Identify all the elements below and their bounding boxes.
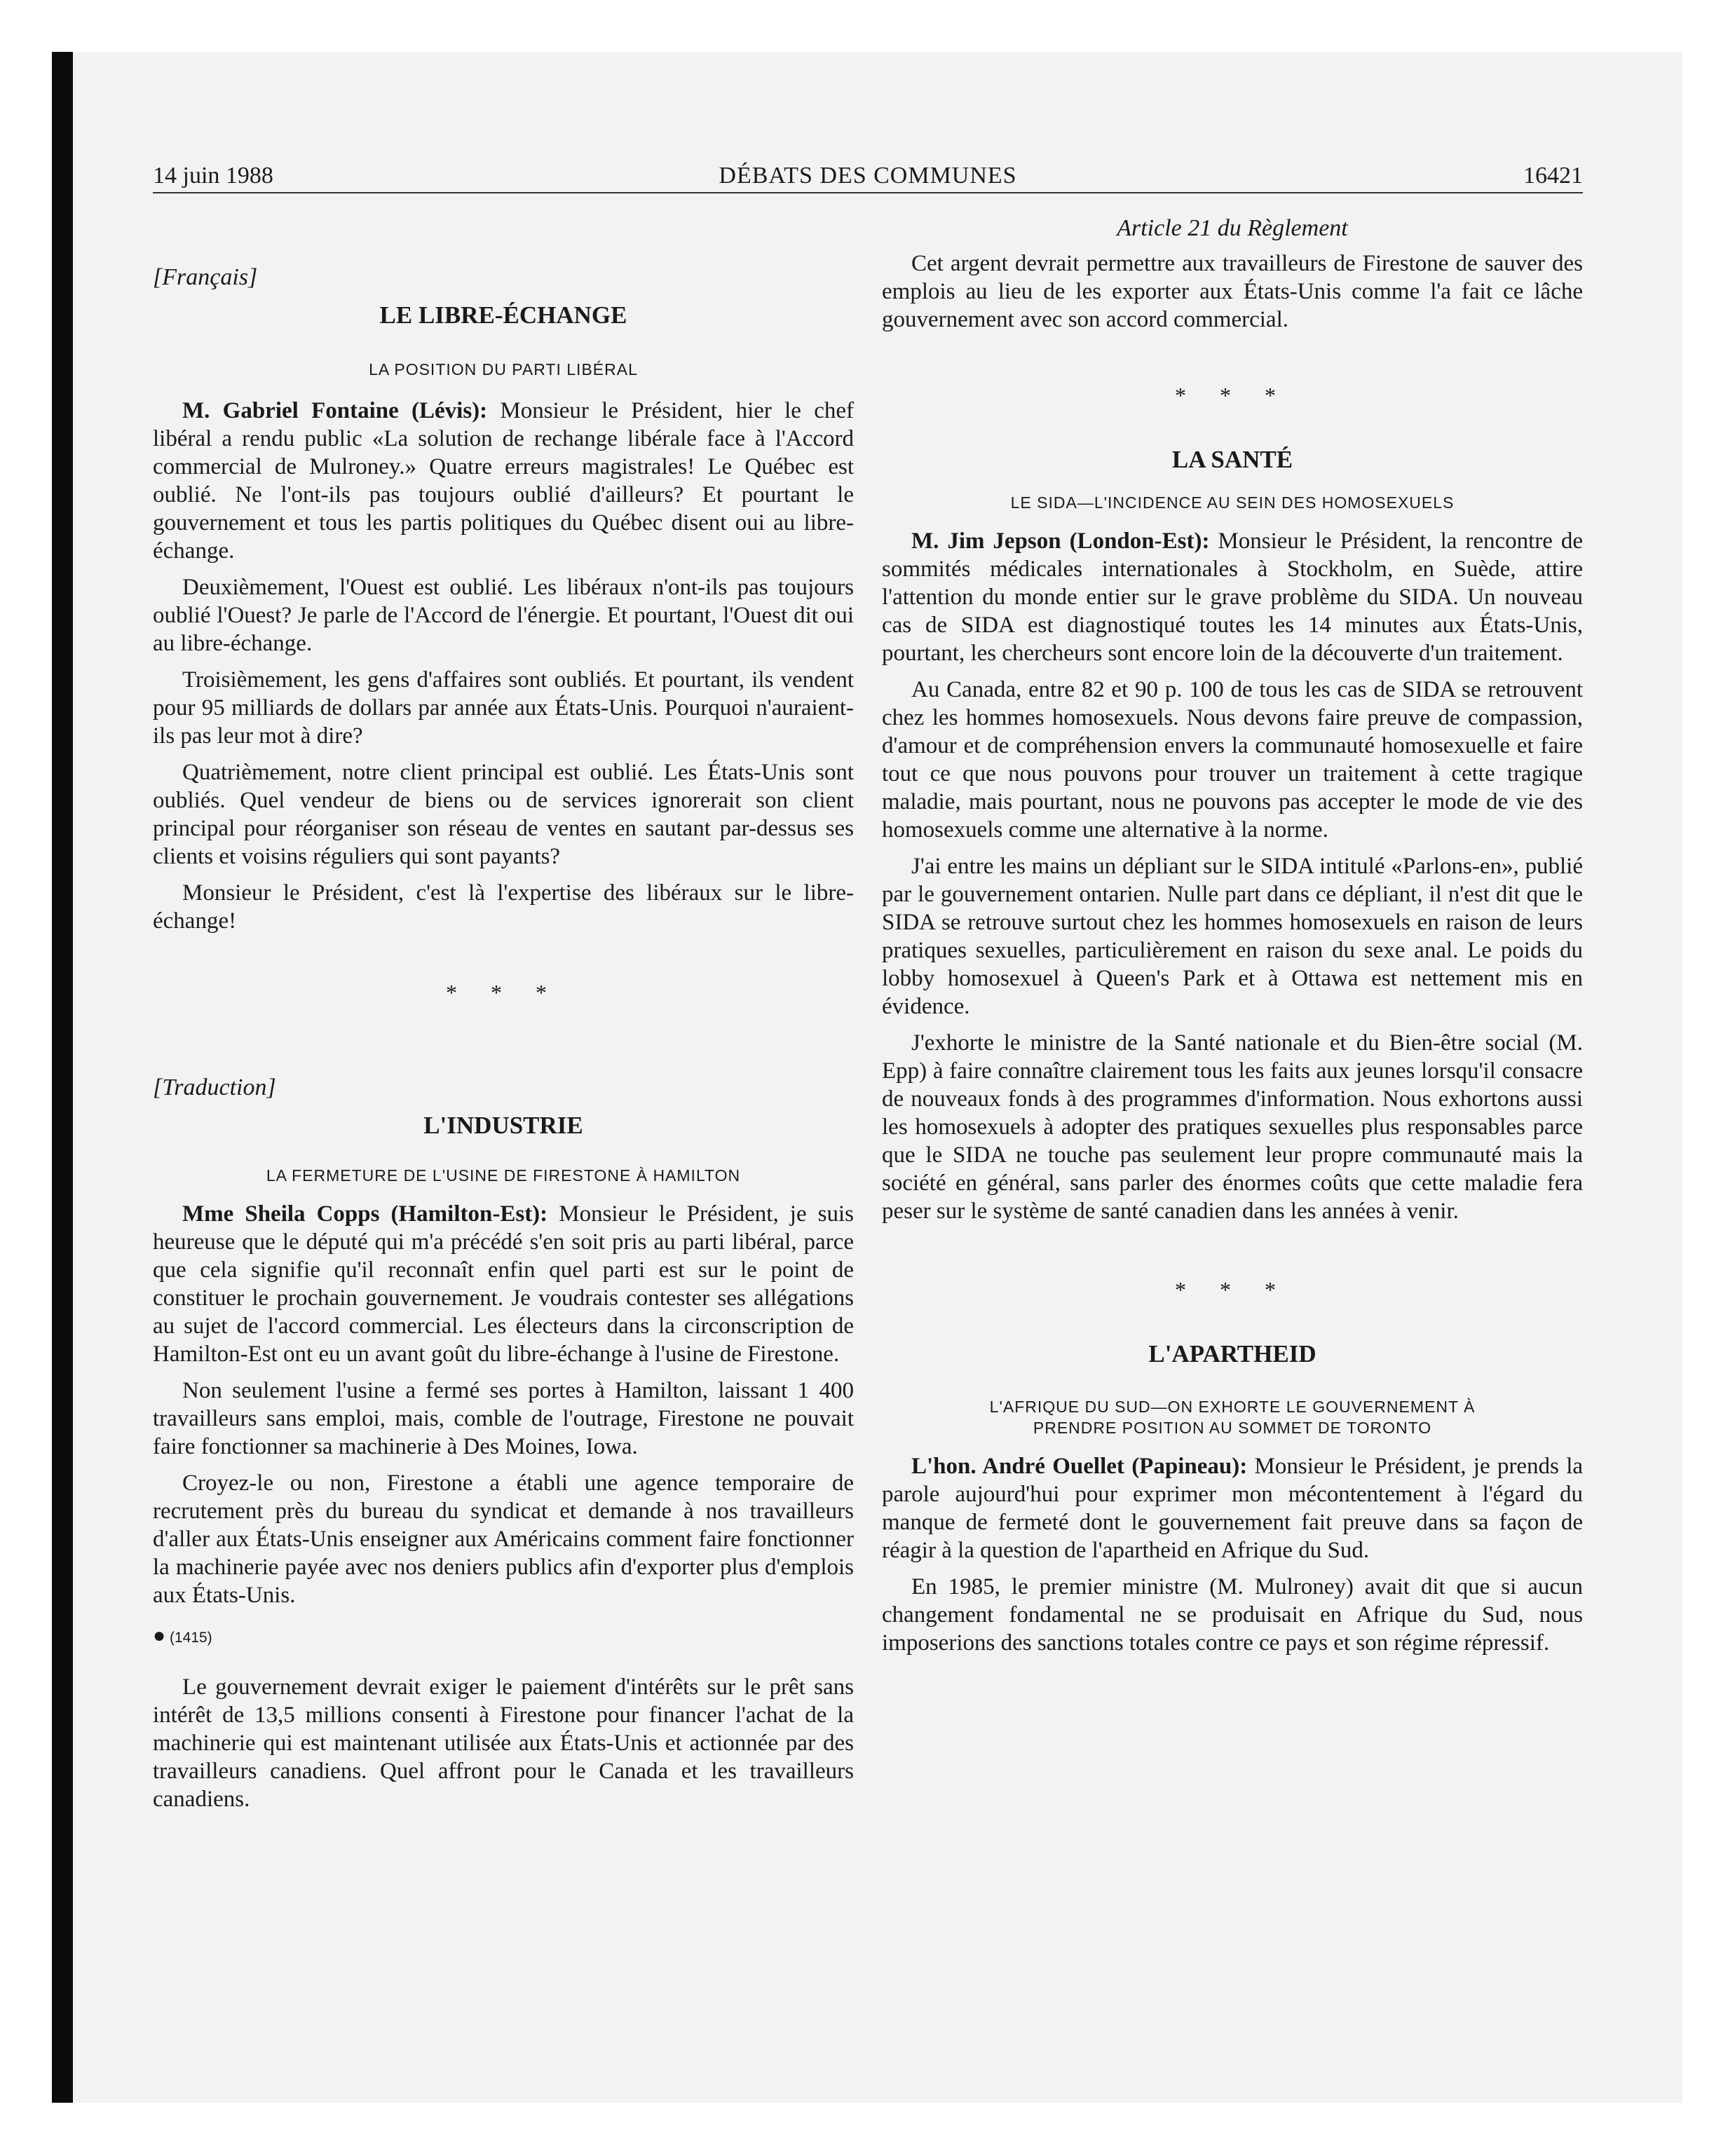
standing-order-caption: Article 21 du Règlement — [1117, 215, 1348, 241]
binding-edge — [52, 52, 73, 2103]
paragraph-jepson-2: Au Canada, entre 82 et 90 p. 100 de tous les cas de SIDA se retrouvent chez les hommes homosexuels. Nous devons faire preuve de compassion, d'amour et de compréhension envers la communauté homosexuelle et faire tout ce que nous pouvons pour trouver un traitement à cette tragique maladie, mais pourtant, nous ne pouvons pas accepter le mode de vie des homosexuels comme une alternative à la norme. — [882, 677, 1583, 842]
paragraph-ouellet-2: En 1985, le premier ministre (M. Mulroney) avait dit que si aucun changement fondamental ne se produisait en Afrique du Sud, nous imposerions des sanctions totales contre ce pays et son régime répressif. — [882, 1574, 1583, 1656]
speaker-fontaine: M. Gabriel Fontaine (Lévis): — [182, 398, 488, 423]
subheading-position-parti-liberal: LA POSITION DU PARTI LIBÉRAL — [369, 360, 638, 378]
subheading-firestone-hamilton: LA FERMETURE DE L'USINE DE FIRESTONE À HAMILTON — [266, 1166, 741, 1185]
bullet-icon: ● — [153, 1624, 166, 1647]
section-heading-apartheid: L'APARTHEID — [1148, 1340, 1316, 1367]
paragraph-fontaine-4: Quatrièmement, notre client principal est oublié. Les États-Unis sont oubliés. Quel vendeur de biens ou de services ignorerait son client principal pour réorganiser son réseau de ventes en sautant par-dessus ses clients et voisins réguliers qui sont payants? — [153, 760, 854, 869]
section-heading-sante: LA SANTÉ — [1171, 446, 1293, 473]
subheading-afrique-du-sud-line2: PRENDRE POSITION AU SOMMET DE TORONTO — [1033, 1419, 1432, 1437]
time-stamp — [153, 1622, 854, 1652]
paragraph-copps-5: Cet argent devrait permettre aux travailleurs de Firestone de sauver des emplois au lieu de les exporter aux États-Unis comme l'a fait ce lâche gouvernement avec son accord commercial. — [882, 251, 1583, 332]
paragraph-copps-2: Non seulement l'usine a fermé ses portes à Hamilton, laissant 1 400 travailleurs sans emploi, mais, comble de l'outrage, Firestone ne pouvait faire fonctionner sa machinerie à Des Moines, Iowa. — [153, 1378, 854, 1459]
paragraph-copps-1 — [153, 1200, 854, 1368]
subheading-afrique-du-sud-line1: L'AFRIQUE DU SUD—ON EXHORTE LE GOUVERNEMENT À — [989, 1398, 1476, 1416]
language-tag-traduction: [Traduction] — [153, 1074, 276, 1100]
paragraph-fontaine-3: Troisièmement, les gens d'affaires sont oubliés. Et pourtant, ils vendent pour 95 milliards de dollars par année aux États-Unis. Pourquoi n'auraient-ils pas leur mot à dire? — [153, 667, 854, 749]
speaker-copps: Mme Sheila Copps (Hamilton-Est): — [182, 1201, 548, 1227]
right-column — [882, 214, 1583, 1665]
section-heading-libre-echange: LE LIBRE-ÉCHANGE — [379, 301, 627, 329]
language-tag-francais: [Français] — [153, 264, 258, 290]
paragraph-fontaine-5: Monsieur le Président, c'est là l'expertise des libéraux sur le libre-échange! — [153, 880, 854, 934]
subheading-sida: LE SIDA—L'INCIDENCE AU SEIN DES HOMOSEXUELS — [1010, 493, 1455, 512]
section-separator: * * * — [1175, 383, 1290, 408]
paragraph-jepson-3: J'ai entre les mains un dépliant sur le SIDA intitulé «Parlons-en», publié par le gouvernement ontarien. Nulle part dans ce dépliant, il n'est dit que le SIDA se retrouve surtout chez les hommes homosexuels en raison de leurs pratiques sexuelles, particulièrement en raison du sexe anal. Le poids du lobby homosexuel à Queen's Park et à Ottawa est nettement mis en évidence. — [882, 854, 1583, 1019]
running-header — [153, 158, 1583, 193]
paragraph-text: Monsieur le Président, la rencontre de sommités médicales internationales à Stockholm, en Suède, attire l'attention du monde entier sur le grave problème du SIDA. Un nouveau cas de SIDA est diagnostiqué toutes les 14 minutes aux États-Unis, pourtant, les chercheurs sont encore loin de la découverte d'un traitement. — [882, 528, 1584, 666]
header-title: DÉBATS DES COMMUNES — [719, 163, 1017, 189]
paragraph-text: Monsieur le Président, hier le chef libéral a rendu public «La solution de rechange libérale face à l'Accord commercial de Mulroney.» Quatre erreurs magistrales! Le Québec est oublié. Ne l'ont-ils pas toujours oublié d'ailleurs? Et pourtant le gouvernement et tous les partis politiques du Québec disent oui au libre-échange. — [153, 398, 854, 564]
left-column — [153, 214, 854, 1822]
paragraph-text: Monsieur le Président, je prends la parole aujourd'hui pour exprimer mon mécontentement à l'égard du manque de fermeté dont le gouvernement fait preuve dans sa façon de réagir à la question de l'apartheid en Afrique du Sud. — [882, 1454, 1584, 1563]
paragraph-fontaine-1 — [153, 397, 854, 565]
speaker-jepson: M. Jim Jepson (London-Est): — [911, 528, 1210, 554]
page-number: 16421 — [1523, 163, 1583, 189]
paragraph-copps-3: Croyez-le ou non, Firestone a établi une agence temporaire de recrutement près du bureau du syndicat et demande à nos travailleurs d'aller aux États-Unis enseigner aux Américains comment faire fonctionner la machinerie payée avec nos deniers publics afin d'exporter plus d'emplois aux États-Unis. — [153, 1471, 854, 1608]
paragraph-jepson-1 — [882, 527, 1583, 667]
section-separator: * * * — [1175, 1277, 1290, 1302]
time-stamp-value: (1415) — [169, 1630, 212, 1646]
speaker-ouellet: L'hon. André Ouellet (Papineau): — [911, 1454, 1248, 1479]
section-heading-industrie: L'INDUSTRIE — [423, 1112, 583, 1139]
header-date: 14 juin 1988 — [153, 163, 273, 189]
paragraph-fontaine-2: Deuxièmement, l'Ouest est oublié. Les libéraux n'ont-ils pas toujours oublié l'Ouest? Je parle de l'Accord de l'énergie. Et pourtant, l'Ouest dit oui au libre-échange. — [153, 575, 854, 656]
paragraph-ouellet-1 — [882, 1452, 1583, 1564]
section-separator: * * * — [446, 980, 561, 1005]
paragraph-jepson-4: J'exhorte le ministre de la Santé nationale et du Bien-être social (M. Epp) à faire connaître clairement tous les faits aux jeunes lorsqu'il consacre de nouveaux fonds à des programmes d'information. Nous exhortons aussi les homosexuels à adopter des pratiques sexuelles plus responsables parce que le SIDA ne touche pas seulement leur propre communauté mais la société en général, sans parler des énormes coûts que cette maladie fera peser sur le système de santé canadien dans les années à venir. — [882, 1030, 1583, 1224]
paragraph-text: Monsieur le Président, je suis heureuse que le député qui m'a précédé s'en soit pris au parti libéral, parce que cela signifie qu'il reconnaît enfin quel parti est sur le point de constituer le prochain gouvernement. Je voudrais contester ses allégations au sujet de l'accord commercial. Les électeurs dans la circonscription de Hamilton-Est ont eu un avant goût du libre-échange à l'usine de Firestone. — [153, 1201, 854, 1367]
paragraph-copps-4: Le gouvernement devrait exiger le paiement d'intérêts sur le prêt sans intérêt de 13,5 millions consenti à Firestone pour financer l'achat de la machinerie qui est maintenant utilisée aux États-Unis et actionnée par des travailleurs canadiens. Quel affront pour le Canada et les travailleurs canadiens. — [153, 1674, 854, 1812]
